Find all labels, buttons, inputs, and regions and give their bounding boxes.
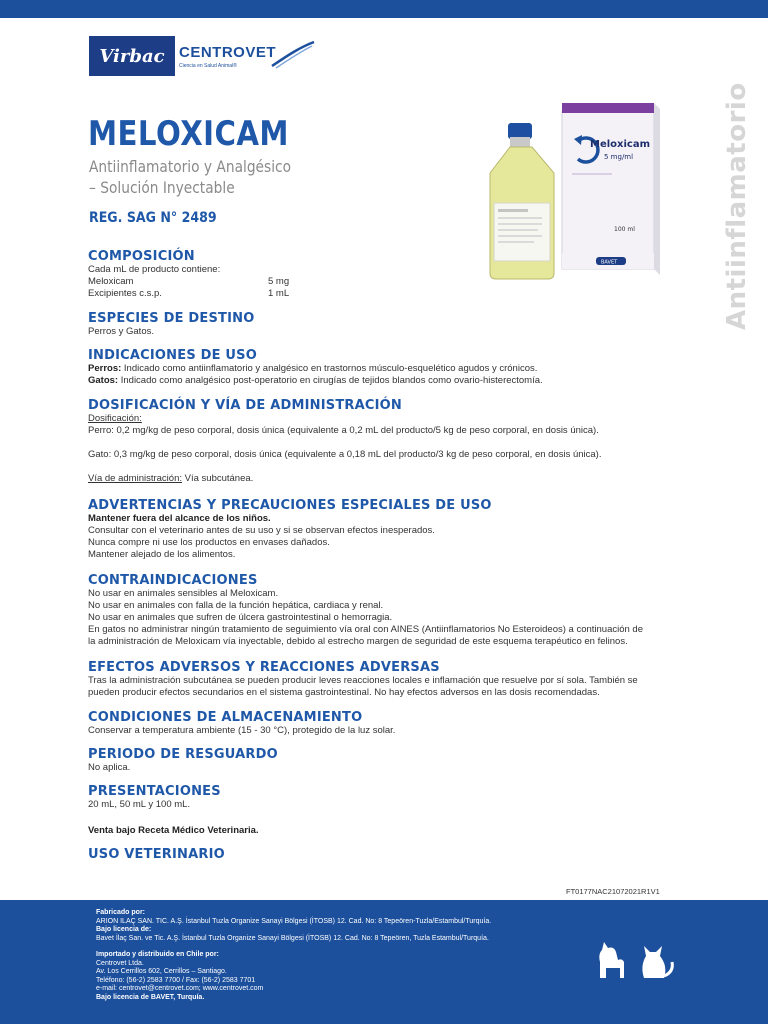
box-volume: 100 ml: [614, 226, 635, 233]
section-advertencias: [88, 498, 688, 561]
heading-contraindicaciones: CONTRAINDICACIONES: [88, 573, 258, 588]
indicaciones-gatos: [88, 375, 688, 387]
centrovet-name: CENTROVET: [179, 43, 277, 61]
almacenamiento-text: Conservar a temperatura ambiente (15 - 30 °C), protegido de la luz solar.: [88, 725, 396, 736]
indicaciones-perros: [88, 363, 688, 375]
via-administracion: [88, 473, 688, 485]
dosificacion-gato: Gato: 0,3 mg/kg de peso corporal, dosis única (equivalente a 0,18 mL del producto/3 kg de peso corporal, en dosis única).: [88, 449, 602, 460]
heading-efectos: EFECTOS ADVERSOS Y REACCIONES ADVERSAS: [88, 660, 440, 675]
centrovet-logo: [179, 36, 276, 76]
advertencias-line: Consultar con el veterinario antes de su uso y si se observan efectos inesperados.: [88, 525, 435, 536]
veterinary-use: [88, 847, 688, 862]
via-text: Vía subcutánea.: [182, 473, 254, 484]
perros-label: Perros:: [88, 363, 122, 374]
venta-text: Venta bajo Receta Médico Veterinaria.: [88, 825, 259, 836]
heading-almacenamiento: CONDICIONES DE ALMACENAMIENTO: [88, 710, 363, 725]
section-efectos: [88, 660, 688, 699]
importado-label: Importado y distribuido en Chile por:: [96, 951, 219, 958]
licencia-text: Bavet İlaç San. ve Tic. A.Ş. İstanbul Tuzla Organize Sanayi Bölgesi (İTOSB) 12. Cad. No: 8 Tepeören, Tuzla Estambul/Turquía.: [96, 934, 489, 942]
dosificacion-perro: Perro: 0,2 mg/kg de peso corporal, dosis única (equivalente a 0,2 mL del producto/5 kg de peso corporal, en dosis única).: [88, 425, 599, 436]
importado-line: e-mail: centrovet@centrovet.com; www.centrovet.com: [96, 985, 264, 992]
dog-cat-icon: [592, 938, 676, 980]
brand-logos: [89, 36, 276, 76]
box-brand: BAVET: [601, 259, 618, 266]
licencia-bavet: Bajo licencia de BAVET, Turquía.: [96, 993, 205, 1001]
gatos-text: Indicado como analgésico post-operatorio en cirugías de tejidos blandos como ovario-histerectomía.: [118, 375, 543, 386]
document-code: FT0177NAC21072021R1V1: [566, 887, 660, 896]
heading-composicion: COMPOSICIÓN: [88, 249, 195, 264]
composicion-intro: Cada mL de producto contiene:: [88, 264, 221, 275]
contraindicaciones-line: En gatos no administrar ningún tratamiento de seguimiento vía oral con AINES (Antiinflamatorios No Esteroideos) a continuación de: [88, 624, 643, 635]
fabricado-text: ARION ILAÇ SAN. TIC. A.Ş. İstanbul Tuzla Organize Sanayi Bölgesi (İTOSB) 12. Cad. No: 8 Tepeören-Tuzla/Estambul/Turquía.: [96, 917, 492, 925]
composicion-value: 5 mg: [268, 276, 290, 287]
presentaciones-text: 20 mL, 50 mL y 100 mL.: [88, 799, 191, 810]
box-strength: 5 mg/ml: [604, 153, 634, 161]
section-composicion: [88, 249, 688, 300]
section-presentaciones: [88, 784, 688, 811]
section-especies: [88, 311, 688, 338]
contraindicaciones-line: No usar en animales sensibles al Meloxicam.: [88, 588, 279, 599]
subtitle-line-2: – Solución Inyectable: [89, 178, 235, 197]
importado-line: Teléfono: (56-2) 2583 7700 / Fax: (56-2) 2583 7701: [96, 976, 256, 984]
composicion-name: Excipientes c.s.p.: [88, 288, 162, 299]
heading-especies: ESPECIES DE DESTINO: [88, 311, 255, 326]
perros-text: Indicado como antiinflamatorio y analgésico en trastornos músculo-esquelético agudos y crónicos.: [121, 363, 538, 374]
top-color-bar: [0, 0, 768, 18]
product-title: MELOXICAM: [88, 114, 289, 154]
heading-dosificacion: DOSIFICACIÓN Y VÍA DE ADMINISTRACIÓN: [88, 398, 402, 413]
fabricado-label: Fabricado por:: [96, 909, 146, 916]
importado-line: Centrovet Ltda.: [96, 959, 144, 967]
advertencias-line: Nunca compre ni use los productos en envases dañados.: [88, 537, 330, 548]
footer-text: [96, 909, 491, 1002]
importado-line: Av. Los Cerrillos 602, Cerrillos – Santiago.: [96, 968, 227, 975]
resguardo-text: No aplica.: [88, 762, 131, 773]
efectos-line: Tras la administración subcutánea se pueden producir leves reacciones locales e inflamación que resuelve por sí sola. También se: [88, 675, 638, 686]
registration-number: REG. SAG N° 2489: [89, 210, 217, 226]
advertencias-bold: Mantener fuera del alcance de los niños.: [88, 513, 271, 524]
contraindicaciones-line: la administración de Meloxicam vía inyectable, debido al estrecho margen de seguridad de este esquema terapéutico en felinos.: [88, 636, 628, 647]
heading-presentaciones: PRESENTACIONES: [88, 784, 221, 799]
especies-text: Perros y Gatos.: [88, 326, 154, 337]
via-label: Vía de administración:: [88, 473, 182, 484]
swoosh-icon: [270, 40, 316, 70]
virbac-logo: Virbac: [89, 36, 175, 76]
box-product-name: Meloxicam: [590, 139, 651, 150]
subtitle-line-1: Antiinflamatorio y Analgésico: [89, 157, 292, 176]
contraindicaciones-line: No usar en animales que sufren de úlcera gastrointestinal o hemorragia.: [88, 612, 393, 623]
gatos-label: Gatos:: [88, 375, 119, 386]
section-almacenamiento: [88, 710, 688, 737]
composicion-row: [88, 288, 688, 300]
composicion-row: [88, 276, 688, 288]
section-contraindicaciones: [88, 573, 688, 648]
section-indicaciones: [88, 348, 688, 387]
section-dosificacion: [88, 398, 688, 485]
section-resguardo: [88, 747, 688, 774]
composicion-name: Meloxicam: [88, 276, 134, 287]
composicion-value: 1 mL: [268, 288, 290, 299]
heading-indicaciones: INDICACIONES DE USO: [88, 348, 257, 363]
sale-condition: [88, 825, 688, 837]
heading-advertencias: ADVERTENCIAS Y PRECAUCIONES ESPECIALES DE USO: [88, 498, 492, 513]
centrovet-tagline: Ciencia en Salud Animal®: [179, 62, 237, 69]
uso-veterinario: USO VETERINARIO: [88, 847, 225, 862]
contraindicaciones-line: No usar en animales con falla de la función hepática, cardiaca y renal.: [88, 600, 384, 611]
advertencias-line: Mantener alejado de los alimentos.: [88, 549, 236, 560]
vertical-category-label: Antiinflamatorio: [722, 82, 752, 330]
efectos-line: pueden producir efectos secundarios en el sistema gastrointestinal. No hay efectos adversos en las dosis recomendadas.: [88, 687, 600, 698]
dosificacion-label: Dosificación:: [88, 413, 142, 424]
product-subtitle: [89, 156, 291, 198]
heading-resguardo: PERIODO DE RESGUARDO: [88, 747, 278, 762]
licencia-label: Bajo licencia de:: [96, 926, 152, 933]
